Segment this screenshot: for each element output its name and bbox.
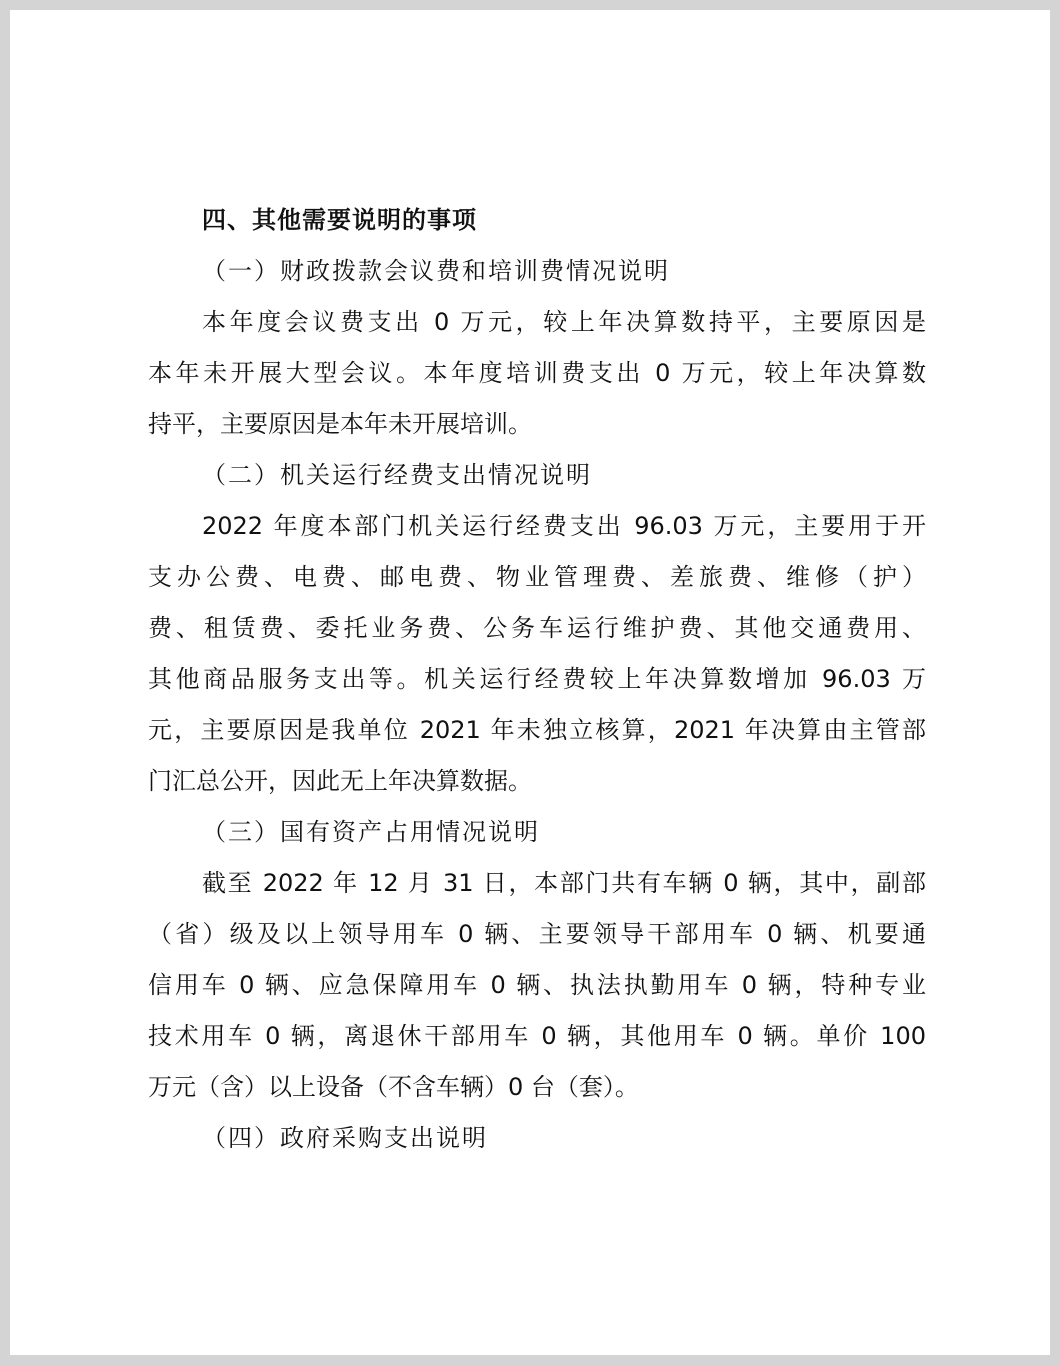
subsection-title-government-procurement: （四）政府采购支出说明 [202, 1124, 488, 1152]
paragraph-line: 门汇总公开，因此无上年决算数据。 [148, 767, 532, 795]
paragraph-line: 本年度会议费支出 0 万元，较上年决算数持平，主要原因是 [202, 308, 926, 336]
document-page [10, 10, 1050, 1355]
paragraph-line: 技术用车 0 辆，离退休干部用车 0 辆，其他用车 0 辆。单价 100 [148, 1022, 926, 1050]
paragraph-line: 元，主要原因是我单位 2021 年未独立核算，2021 年决算由主管部 [148, 716, 926, 744]
paragraph-line: 本年未开展大型会议。本年度培训费支出 0 万元，较上年决算数 [148, 359, 926, 387]
paragraph-line: 持平，主要原因是本年未开展培训。 [148, 410, 532, 438]
paragraph-line: 支办公费、电费、邮电费、物业管理费、差旅费、维修（护） [148, 563, 926, 591]
subsection-title-operating-expenses: （二）机关运行经费支出情况说明 [202, 461, 592, 489]
paragraph-line: 费、租赁费、委托业务费、公务车运行维护费、其他交通费用、 [148, 614, 926, 642]
paragraph-line: 信用车 0 辆、应急保障用车 0 辆、执法执勤用车 0 辆，特种专业 [148, 971, 926, 999]
paragraph-line: （省）级及以上领导用车 0 辆、主要领导干部用车 0 辆、机要通 [148, 920, 926, 948]
paragraph-line: 其他商品服务支出等。机关运行经费较上年决算数增加 96.03 万 [148, 665, 926, 693]
paragraph-line: 截至 2022 年 12 月 31 日，本部门共有车辆 0 辆，其中，副部 [202, 869, 926, 897]
section-title: 四、其他需要说明的事项 [202, 206, 477, 234]
paragraph-line: 2022 年度本部门机关运行经费支出 96.03 万元，主要用于开 [202, 512, 926, 540]
paragraph-line: 万元（含）以上设备（不含车辆）0 台（套）。 [148, 1073, 639, 1101]
subsection-title-state-assets: （三）国有资产占用情况说明 [202, 818, 540, 846]
subsection-title-meeting-training: （一）财政拨款会议费和培训费情况说明 [202, 257, 670, 285]
